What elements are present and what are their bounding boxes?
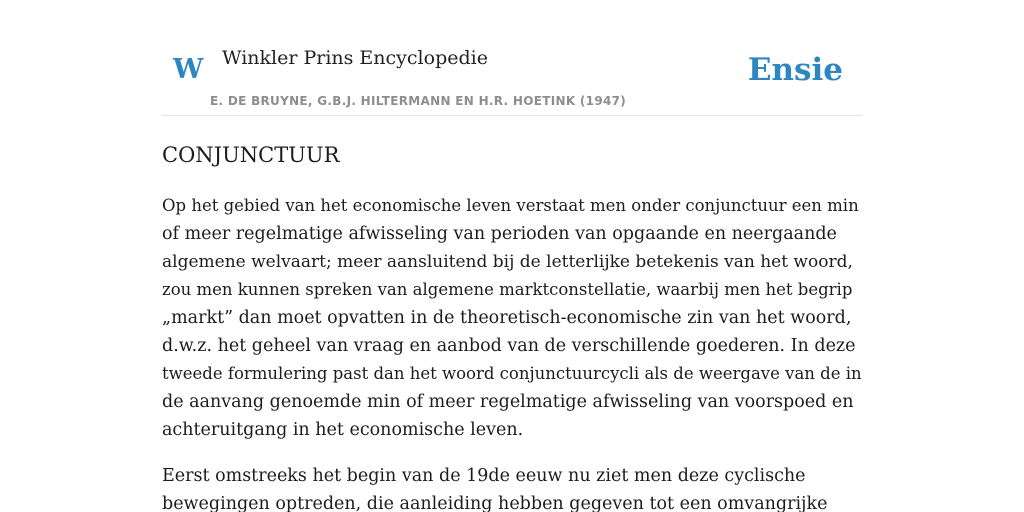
winkler-prins-logo[interactable]: W: [173, 54, 204, 85]
article-body: [162, 192, 862, 512]
text-line: zou men kunnen spreken van algemene marktconstellatie, waarbij men het begrip: [162, 280, 853, 299]
text-line: Op het gebied van het economische leven verstaat men onder conjunctuur een min: [162, 196, 859, 215]
text-line: de aanvang genoemde min of meer regelmatige afwisseling van voorspoed en: [162, 392, 854, 412]
text-line: „markt” dan moet opvatten in de theoretisch-economische zin van het woord,: [162, 308, 852, 328]
text-line: tweede formulering past dan het woord conjunctuurcycli als de weergave van de in: [162, 364, 862, 383]
text-line: algemene welvaart; meer aansluitend bij de letterlijke betekenis van het woord,: [162, 252, 853, 272]
paragraph-2: [162, 462, 862, 512]
text-line: Eerst omstreeks het begin van de 19de eeuw nu ziet men deze cyclische: [162, 466, 806, 486]
text-line: d.w.z. het geheel van vraag en aanbod van de verschillende goederen. In deze: [162, 336, 856, 356]
entry-title: CONJUNCTUUR: [162, 143, 340, 167]
text-line: bewegingen optreden, die aanleiding hebben gegeven tot een omvangrijke: [162, 494, 828, 512]
page-container: [162, 0, 862, 512]
publication-title[interactable]: Winkler Prins Encyclopedie: [222, 47, 488, 69]
text-line: achteruitgang in het economische leven.: [162, 420, 524, 440]
publication-header: [162, 0, 862, 116]
paragraph-1: [162, 192, 862, 444]
publication-authors: E. DE BRUYNE, G.B.J. HILTERMANN EN H.R. HOETINK (1947): [210, 94, 627, 108]
text-line: of meer regelmatige afwisseling van perioden van opgaande en neergaande: [162, 224, 837, 244]
ensie-brand-logo[interactable]: Ensie: [747, 52, 843, 88]
